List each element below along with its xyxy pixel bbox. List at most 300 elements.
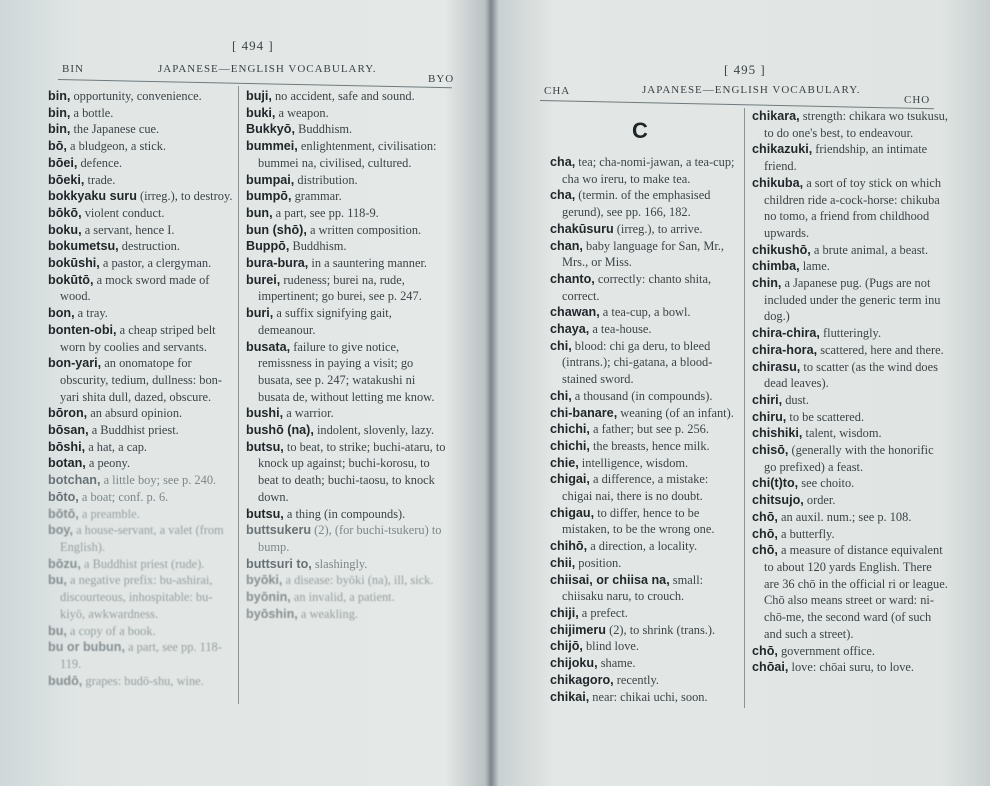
entry-headword: bōto, bbox=[48, 489, 79, 504]
dictionary-entry bbox=[246, 305, 446, 338]
entry-headword: chii, bbox=[550, 555, 576, 570]
left-column-1 bbox=[48, 88, 234, 689]
dictionary-entry bbox=[246, 589, 446, 606]
entry-headword: bōshi, bbox=[48, 439, 86, 454]
entry-definition: Buddhism. bbox=[295, 122, 353, 137]
entry-definition: (2), to shrink (trans.). bbox=[606, 622, 716, 637]
entry-definition: a butterfly. bbox=[777, 526, 835, 541]
entry-headword: boy, bbox=[48, 523, 73, 538]
right-column-2 bbox=[752, 108, 948, 676]
entry-definition: to differ, hence to be mistaken, to be the wrong one. bbox=[562, 505, 715, 537]
entry-headword: Bukkyō, bbox=[246, 122, 295, 137]
entry-headword: chaya, bbox=[550, 322, 590, 337]
dictionary-entry bbox=[48, 188, 234, 205]
entry-definition: grapes: budō-shu, wine. bbox=[82, 673, 204, 688]
dictionary-entry bbox=[550, 405, 740, 422]
entry-headword: chō, bbox=[752, 543, 778, 558]
dictionary-entry bbox=[752, 275, 948, 325]
right-page bbox=[494, 0, 990, 786]
column-divider bbox=[238, 86, 239, 704]
entry-definition: a cheap striped belt worn by coolies and servants. bbox=[60, 322, 216, 354]
entry-headword: bonten-obi, bbox=[48, 322, 117, 337]
entry-headword: buttsuri to, bbox=[246, 556, 312, 571]
running-head-left: CHA bbox=[544, 85, 571, 97]
dictionary-entry bbox=[246, 556, 446, 573]
entry-definition: government office. bbox=[777, 643, 876, 658]
dictionary-entry bbox=[550, 672, 740, 689]
dictionary-entry bbox=[752, 359, 948, 392]
entry-definition: violent conduct. bbox=[81, 205, 165, 220]
dictionary-entry bbox=[752, 492, 948, 509]
entry-headword: bu, bbox=[48, 573, 67, 588]
entry-definition: a disease: byōki (na), ill, sick. bbox=[282, 573, 434, 588]
dictionary-entry bbox=[48, 305, 234, 322]
dictionary-entry bbox=[550, 421, 740, 438]
entry-headword: chawan, bbox=[550, 305, 600, 320]
entry-headword: boku, bbox=[48, 222, 82, 237]
entry-definition: no accident, safe and sound. bbox=[271, 89, 415, 103]
entry-definition: a difference, a mistake: chigai nai, there is no doubt. bbox=[562, 472, 709, 504]
entry-definition: to be scattered. bbox=[786, 409, 865, 424]
dictionary-entry bbox=[550, 221, 740, 238]
dictionary-entry bbox=[246, 255, 446, 272]
dictionary-entry bbox=[752, 659, 948, 676]
dictionary-entry bbox=[550, 438, 740, 455]
entry-definition: strength: chikara wo tsukusu, to do one's best, to endeavour. bbox=[764, 109, 948, 140]
entry-headword: chisō, bbox=[752, 443, 789, 458]
entry-definition: a prefect. bbox=[578, 605, 628, 620]
entry-definition: to beat, to strike; buchi-ataru, to knock up against; buchi-korosu, to beat to death; buchi-taosu, to knock down. bbox=[258, 439, 446, 504]
dictionary-entry bbox=[752, 392, 948, 409]
running-head-right: BYO bbox=[428, 73, 455, 85]
entry-definition: Buddhism. bbox=[289, 239, 347, 254]
entry-definition: a copy of a book. bbox=[66, 623, 156, 638]
entry-definition: friendship, an intimate friend. bbox=[764, 142, 928, 174]
entry-definition: a hat, a cap. bbox=[85, 439, 148, 454]
section-letter: C bbox=[632, 118, 648, 143]
dictionary-entry bbox=[550, 655, 740, 672]
entry-headword: burei, bbox=[246, 272, 281, 287]
entry-headword: chi, bbox=[550, 338, 572, 353]
entry-definition: an invalid, a patient. bbox=[290, 590, 395, 605]
entry-headword: bokūtō, bbox=[48, 272, 94, 287]
dictionary-entry bbox=[550, 187, 740, 220]
entry-definition: a part, see pp. 118-9. bbox=[272, 205, 379, 220]
entry-headword: chijimeru bbox=[550, 622, 606, 637]
entry-headword: chan, bbox=[550, 238, 583, 253]
entry-headword: chikai, bbox=[550, 689, 590, 704]
entry-headword: chijoku, bbox=[550, 656, 598, 671]
dictionary-entry bbox=[48, 405, 234, 422]
entry-definition: love: chōai suru, to love. bbox=[788, 660, 915, 675]
entry-headword: buri, bbox=[246, 306, 274, 321]
entry-headword: bōei, bbox=[48, 155, 78, 170]
entry-definition: an absurd opinion. bbox=[87, 406, 183, 421]
dictionary-entry bbox=[48, 238, 234, 255]
entry-definition: to scatter (as the wind does dead leaves). bbox=[764, 359, 938, 391]
entry-definition: the breasts, hence milk. bbox=[589, 438, 710, 453]
entry-definition: a thousand (in compounds). bbox=[571, 388, 713, 403]
entry-definition: a direction, a locality. bbox=[587, 539, 698, 554]
entry-headword: buki, bbox=[246, 105, 276, 120]
entry-headword: botan, bbox=[48, 456, 86, 471]
entry-headword: chikushō, bbox=[752, 242, 811, 257]
entry-definition: defence. bbox=[77, 155, 123, 170]
entry-headword: chira-chira, bbox=[752, 326, 820, 341]
entry-headword: buji, bbox=[246, 89, 272, 103]
right-column-1 bbox=[550, 154, 740, 705]
entry-definition: a Buddhist priest (rude). bbox=[80, 556, 205, 571]
entry-definition: a boat; conf. p. 6. bbox=[78, 489, 169, 504]
entry-headword: chōai, bbox=[752, 660, 789, 675]
entry-headword: chitsujo, bbox=[752, 493, 804, 508]
dictionary-entry bbox=[550, 638, 740, 655]
entry-definition: a written composition. bbox=[306, 222, 422, 237]
entry-headword: bura-bura, bbox=[246, 256, 309, 271]
entry-headword: Buppō, bbox=[246, 239, 290, 254]
entry-definition: position. bbox=[575, 555, 622, 570]
entry-headword: buttsukeru bbox=[246, 523, 312, 538]
entry-definition: lame. bbox=[799, 259, 830, 274]
left-page bbox=[0, 0, 488, 786]
entry-definition: see choito. bbox=[798, 476, 855, 491]
page-number: [ 494 ] bbox=[232, 38, 274, 53]
entry-definition: indolent, slovenly, lazy. bbox=[313, 423, 435, 438]
entry-headword: bummei, bbox=[246, 139, 298, 154]
entry-definition: opportunity, convenience. bbox=[70, 89, 202, 103]
entry-definition: a pastor, a clergyman. bbox=[99, 256, 212, 271]
dictionary-entry bbox=[246, 105, 446, 122]
entry-definition: a thing (in compounds). bbox=[283, 506, 406, 521]
entry-headword: bumpai, bbox=[246, 172, 295, 187]
entry-definition: a servant, hence I. bbox=[81, 222, 175, 237]
dictionary-entry bbox=[752, 342, 948, 359]
entry-definition: (2), (for buchi-tsukeru) to bump. bbox=[258, 523, 442, 554]
dictionary-entry bbox=[752, 425, 948, 442]
dictionary-entry bbox=[246, 405, 446, 422]
dictionary-entry bbox=[48, 422, 234, 439]
entry-headword: chanto, bbox=[550, 271, 595, 286]
entry-definition: failure to give notice, remissness in paying a visit; go busata, see p. 247; watakushi ni busata de, without letting me know. bbox=[258, 339, 435, 404]
entry-headword: chiru, bbox=[752, 409, 787, 424]
dictionary-entry bbox=[550, 689, 740, 706]
entry-headword: chihō, bbox=[550, 539, 588, 554]
dictionary-entry bbox=[246, 439, 446, 506]
entry-definition: rudeness; burei na, rude, impertinent; go burei, see p. 247. bbox=[258, 272, 422, 304]
entry-headword: chikagoro, bbox=[550, 672, 614, 687]
entry-definition: a weakling. bbox=[297, 606, 358, 621]
entry-headword: bō, bbox=[48, 139, 67, 154]
entry-definition: a house-servant, a valet (from English). bbox=[60, 523, 224, 554]
entry-definition: a tea-house. bbox=[589, 322, 652, 337]
dictionary-entry bbox=[550, 572, 740, 605]
entry-headword: byōshin, bbox=[246, 606, 298, 621]
dictionary-entry bbox=[48, 121, 234, 138]
entry-headword: bin, bbox=[48, 105, 71, 120]
dictionary-entry bbox=[48, 138, 234, 155]
dictionary-entry bbox=[246, 272, 446, 305]
entry-headword: bu, bbox=[48, 623, 67, 638]
page-number: [ 495 ] bbox=[724, 62, 766, 77]
entry-headword: chie, bbox=[550, 455, 579, 470]
entry-headword: bōkō, bbox=[48, 205, 82, 220]
dictionary-entry bbox=[48, 556, 234, 573]
running-head-title: JAPANESE—ENGLISH VOCABULARY. bbox=[158, 63, 377, 75]
dictionary-entry bbox=[48, 105, 234, 122]
entry-definition: slashingly. bbox=[311, 556, 368, 571]
entry-definition: (irreg.), to arrive. bbox=[613, 221, 703, 236]
entry-definition: (termin. of the emphasised gerund), see pp. 166, 182. bbox=[562, 188, 711, 220]
entry-definition: intelligence, wisdom. bbox=[578, 455, 689, 470]
dictionary-entry bbox=[48, 673, 234, 690]
entry-headword: chiri, bbox=[752, 392, 783, 407]
entry-headword: bun (shō), bbox=[246, 222, 307, 237]
entry-definition: a mock sword made of wood. bbox=[60, 272, 210, 304]
entry-definition: baby language for San, Mr., Mrs., or Miss. bbox=[562, 238, 724, 270]
entry-definition: a bludgeon, a stick. bbox=[66, 139, 166, 154]
dictionary-entry bbox=[752, 108, 948, 141]
entry-headword: botchan, bbox=[48, 473, 101, 488]
entry-definition: a sort of toy stick on which children ride a-cock-horse: chikuba no tomo, a friend from childhood upwards. bbox=[764, 175, 942, 240]
entry-headword: chi(t)to, bbox=[752, 476, 799, 491]
dictionary-entry bbox=[752, 526, 948, 543]
entry-headword: bushi, bbox=[246, 406, 284, 421]
dictionary-entry bbox=[48, 155, 234, 172]
entry-definition: a brute animal, a beast. bbox=[810, 242, 929, 257]
entry-headword: butsu, bbox=[246, 439, 284, 454]
entry-definition: the Japanese cue. bbox=[70, 122, 160, 137]
dictionary-entry bbox=[246, 222, 446, 239]
entry-headword: bumpō, bbox=[246, 189, 292, 204]
dictionary-entry bbox=[550, 388, 740, 405]
dictionary-entry bbox=[550, 338, 740, 388]
dictionary-entry bbox=[246, 172, 446, 189]
entry-definition: a little boy; see p. 240. bbox=[100, 473, 217, 488]
dictionary-entry bbox=[752, 325, 948, 342]
dictionary-entry bbox=[752, 242, 948, 259]
entry-definition: correctly: chanto shita, correct. bbox=[562, 271, 712, 303]
entry-definition: a negative prefix: bu-ashirai, discourteous, inhospitable: bu-kiyō, awkwardness. bbox=[60, 573, 213, 621]
entry-definition: order. bbox=[803, 493, 836, 508]
entry-headword: chin, bbox=[752, 276, 782, 291]
dictionary-entry bbox=[246, 188, 446, 205]
entry-definition: a peony. bbox=[85, 456, 131, 471]
entry-headword: budō, bbox=[48, 673, 83, 688]
entry-headword: bu or bubun, bbox=[48, 640, 125, 655]
entry-headword: chō, bbox=[752, 526, 778, 541]
entry-headword: cha, bbox=[550, 188, 576, 203]
dictionary-entry bbox=[48, 172, 234, 189]
entry-definition: weaning (of an infant). bbox=[617, 405, 734, 420]
dictionary-entry bbox=[752, 509, 948, 526]
running-head-left: BIN bbox=[62, 63, 84, 75]
dictionary-entry bbox=[752, 442, 948, 475]
header-rule bbox=[58, 79, 452, 88]
entry-headword: chichi, bbox=[550, 422, 590, 437]
entry-definition: a part, see pp. 118-119. bbox=[60, 640, 222, 671]
entry-headword: bōzu, bbox=[48, 556, 81, 571]
dictionary-entry bbox=[550, 271, 740, 304]
entry-definition: enlightenment, civilisation: bummei na, civilised, cultured. bbox=[258, 139, 437, 170]
left-column-2 bbox=[246, 88, 446, 623]
dictionary-entry bbox=[246, 339, 446, 406]
entry-definition: blood: chi ga deru, to bleed (intrans.); chi-gatana, a blood-stained sword. bbox=[562, 338, 713, 387]
entry-headword: chō, bbox=[752, 643, 778, 658]
dictionary-entry bbox=[48, 322, 234, 355]
entry-definition: a father; but see p. 256. bbox=[589, 422, 709, 437]
entry-headword: chakūsuru bbox=[550, 221, 614, 236]
entry-headword: chigau, bbox=[550, 505, 595, 520]
dictionary-entry bbox=[48, 439, 234, 456]
entry-headword: bokūshi, bbox=[48, 256, 100, 271]
dictionary-entry bbox=[550, 321, 740, 338]
entry-definition: recently. bbox=[613, 672, 659, 687]
entry-definition: trade. bbox=[84, 172, 116, 187]
entry-headword: chigai, bbox=[550, 472, 590, 487]
entry-headword: bokkyaku suru bbox=[48, 189, 137, 204]
entry-definition: dust. bbox=[782, 392, 809, 407]
entry-headword: byōnin, bbox=[246, 590, 291, 605]
entry-definition: a Japanese pug. (Pugs are not included under the generic term inu dog.) bbox=[764, 276, 941, 324]
entry-definition: (generally with the honorific go prefixed) a feast. bbox=[764, 443, 934, 474]
dictionary-entry bbox=[246, 138, 446, 171]
dictionary-entry bbox=[550, 555, 740, 572]
dictionary-entry bbox=[246, 572, 446, 589]
entry-headword: chishiki, bbox=[752, 426, 803, 441]
entry-definition: a suffix signifying gait, demeanour. bbox=[258, 306, 392, 337]
dictionary-entry bbox=[48, 272, 234, 305]
entry-headword: chimba, bbox=[752, 259, 800, 274]
entry-headword: busata, bbox=[246, 339, 291, 354]
dictionary-entry bbox=[752, 643, 948, 660]
dictionary-entry bbox=[246, 606, 446, 623]
entry-headword: bin, bbox=[48, 89, 71, 103]
entry-headword: bōsan, bbox=[48, 423, 89, 438]
entry-definition: flutteringly. bbox=[819, 326, 882, 341]
entry-definition: a preamble. bbox=[78, 506, 140, 521]
dictionary-entry bbox=[48, 255, 234, 272]
dictionary-entry bbox=[246, 522, 446, 555]
entry-definition: (irreg.), to destroy. bbox=[136, 189, 233, 204]
entry-headword: chikazuki, bbox=[752, 142, 813, 157]
entry-definition: an onomatope for obscurity, tedium, dullness: bon-yari shita dull, dazed, obscure. bbox=[60, 356, 222, 404]
entry-headword: chirasu, bbox=[752, 359, 801, 374]
running-head-title: JAPANESE—ENGLISH VOCABULARY. bbox=[642, 84, 861, 96]
entry-headword: chiisai, or chiisa na, bbox=[550, 572, 670, 587]
entry-definition: blind love. bbox=[582, 639, 639, 654]
entry-headword: bōtō, bbox=[48, 506, 79, 521]
entry-definition: in a sauntering manner. bbox=[308, 256, 427, 271]
dictionary-entry bbox=[246, 205, 446, 222]
entry-definition: tea; cha-nomi-jawan, a tea-cup; cha wo ireru, to make tea. bbox=[562, 155, 735, 186]
entry-definition: a tea-cup, a bowl. bbox=[599, 305, 691, 320]
dictionary-entry bbox=[550, 304, 740, 321]
entry-headword: bon, bbox=[48, 306, 75, 321]
dictionary-entry bbox=[550, 455, 740, 472]
dictionary-entry bbox=[752, 409, 948, 426]
entry-headword: bin, bbox=[48, 122, 71, 137]
running-head-right: CHO bbox=[904, 94, 931, 106]
dictionary-entry bbox=[48, 205, 234, 222]
dictionary-entry bbox=[48, 472, 234, 489]
entry-headword: butsu, bbox=[246, 506, 284, 521]
entry-headword: chira-hora, bbox=[752, 342, 818, 357]
entry-headword: cha, bbox=[550, 155, 576, 169]
dictionary-entry bbox=[550, 538, 740, 555]
entry-definition: destruction. bbox=[118, 239, 180, 254]
dictionary-entry bbox=[246, 121, 446, 138]
dictionary-entry bbox=[48, 639, 234, 672]
dictionary-entry bbox=[550, 505, 740, 538]
entry-headword: chichi, bbox=[550, 438, 590, 453]
entry-definition: a Buddhist priest. bbox=[88, 423, 179, 438]
entry-definition: scattered, here and there. bbox=[817, 342, 944, 357]
dictionary-entry bbox=[48, 489, 234, 506]
entry-headword: chiji, bbox=[550, 605, 579, 620]
dictionary-entry bbox=[752, 141, 948, 174]
entry-definition: small: chiisaku naru, to crouch. bbox=[562, 572, 704, 604]
dictionary-entry bbox=[48, 222, 234, 239]
entry-headword: bun, bbox=[246, 205, 273, 220]
entry-definition: a measure of distance equivalent to about 120 yards English. There are 36 chō in the official ri or league. Chō also means street or ward: ni-chō-me, the second ward (of such and such a street). bbox=[764, 543, 948, 641]
entry-definition: distribution. bbox=[294, 172, 358, 187]
dictionary-entry bbox=[48, 572, 234, 622]
dictionary-entry bbox=[48, 355, 234, 405]
dictionary-entry bbox=[752, 175, 948, 242]
dictionary-entry bbox=[246, 238, 446, 255]
entry-definition: grammar. bbox=[291, 189, 342, 204]
entry-definition: a tray. bbox=[74, 306, 108, 321]
column-divider bbox=[744, 108, 745, 708]
dictionary-entry bbox=[48, 88, 234, 105]
entry-definition: talent, wisdom. bbox=[802, 426, 882, 441]
dictionary-entry bbox=[550, 471, 740, 504]
entry-definition: a warrior. bbox=[283, 406, 334, 421]
entry-headword: chikara, bbox=[752, 109, 800, 123]
dictionary-entry bbox=[550, 154, 740, 187]
entry-headword: bon-yari, bbox=[48, 356, 102, 371]
entry-headword: chi, bbox=[550, 388, 572, 403]
dictionary-entry bbox=[48, 506, 234, 523]
dictionary-entry bbox=[246, 506, 446, 523]
entry-headword: bōron, bbox=[48, 406, 88, 421]
entry-definition: an auxil. num.; see p. 108. bbox=[777, 509, 912, 524]
dictionary-entry bbox=[48, 522, 234, 555]
entry-headword: chikuba, bbox=[752, 175, 804, 190]
dictionary-entry bbox=[752, 258, 948, 275]
entry-definition: a bottle. bbox=[70, 105, 114, 120]
entry-definition: near: chikai uchi, soon. bbox=[589, 689, 708, 704]
dictionary-entry bbox=[48, 455, 234, 472]
entry-headword: bokumetsu, bbox=[48, 239, 119, 254]
entry-headword: chi-banare, bbox=[550, 405, 618, 420]
entry-headword: chō, bbox=[752, 509, 778, 524]
entry-headword: byōki, bbox=[246, 573, 283, 588]
dictionary-entry bbox=[752, 542, 948, 642]
dictionary-entry bbox=[550, 622, 740, 639]
entry-headword: bōeki, bbox=[48, 172, 85, 187]
entry-headword: chijō, bbox=[550, 639, 583, 654]
entry-definition: shame. bbox=[597, 656, 636, 671]
entry-definition: a weapon. bbox=[275, 105, 329, 120]
dictionary-entry bbox=[246, 88, 446, 105]
dictionary-entry bbox=[550, 238, 740, 271]
dictionary-entry bbox=[550, 605, 740, 622]
dictionary-entry bbox=[752, 475, 948, 492]
dictionary-entry bbox=[246, 422, 446, 439]
dictionary-entry bbox=[48, 623, 234, 640]
entry-headword: bushō (na), bbox=[246, 423, 314, 438]
